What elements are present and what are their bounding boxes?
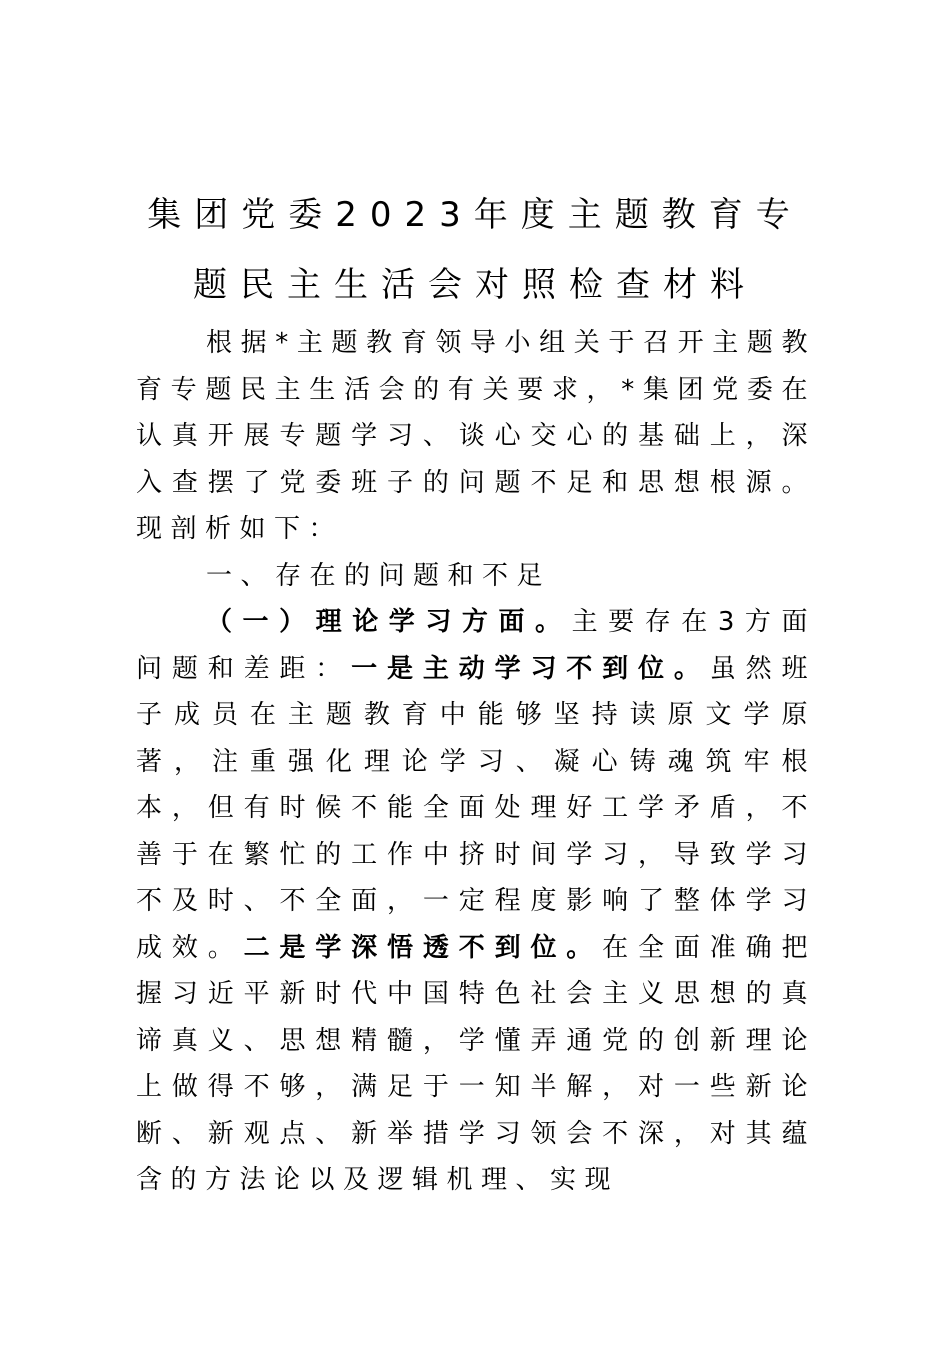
point-2-heading: 二是学深悟透不到位。 bbox=[243, 932, 603, 963]
document-title-line-2: 题民主生活会对照检查材料 bbox=[193, 265, 757, 305]
document-body bbox=[136, 320, 816, 1204]
point-1-heading: 一是主动学习不到位。 bbox=[351, 653, 710, 684]
point-2-text: 在全面准确把握习近平新时代中国特色社会主义思想的真谛真义、思想精髓，学懂弄通党的创新理论上做得不够，满足于一知半解，对一些新论断、新观点、新举措学习领会不深，对其蕴含的方法论以及逻辑机理、实现 bbox=[136, 932, 816, 1195]
document-title-line-1: 集团党委2023年度主题教育专 bbox=[147, 195, 803, 235]
point-1-text: 虽然班子成员在主题教育中能够坚持读原文学原著，注重强化理论学习、凝心铸魂筑牢根本，但有时候不能全面处理好工学矛盾，不善于在繁忙的工作中挤时间学习，导致学习不及时、不全面，一定程度影响了整体学习成效。 bbox=[136, 653, 816, 963]
subsection-lead: 主要存在3方面问题和差距： bbox=[136, 607, 816, 684]
section-heading: 一、存在的问题和不足 bbox=[206, 560, 552, 591]
subsection-heading: （一）理论学习方面。 bbox=[206, 607, 572, 637]
theory-study-paragraph bbox=[136, 599, 816, 1204]
intro-paragraph: 根据*主题教育领导小组关于召开主题教育专题民主生活会的有关要求，*集团党委在认真开展专题学习、谈心交心的基础上，深入查摆了党委班子的问题不足和思想根源。现剖析如下： bbox=[136, 328, 816, 544]
